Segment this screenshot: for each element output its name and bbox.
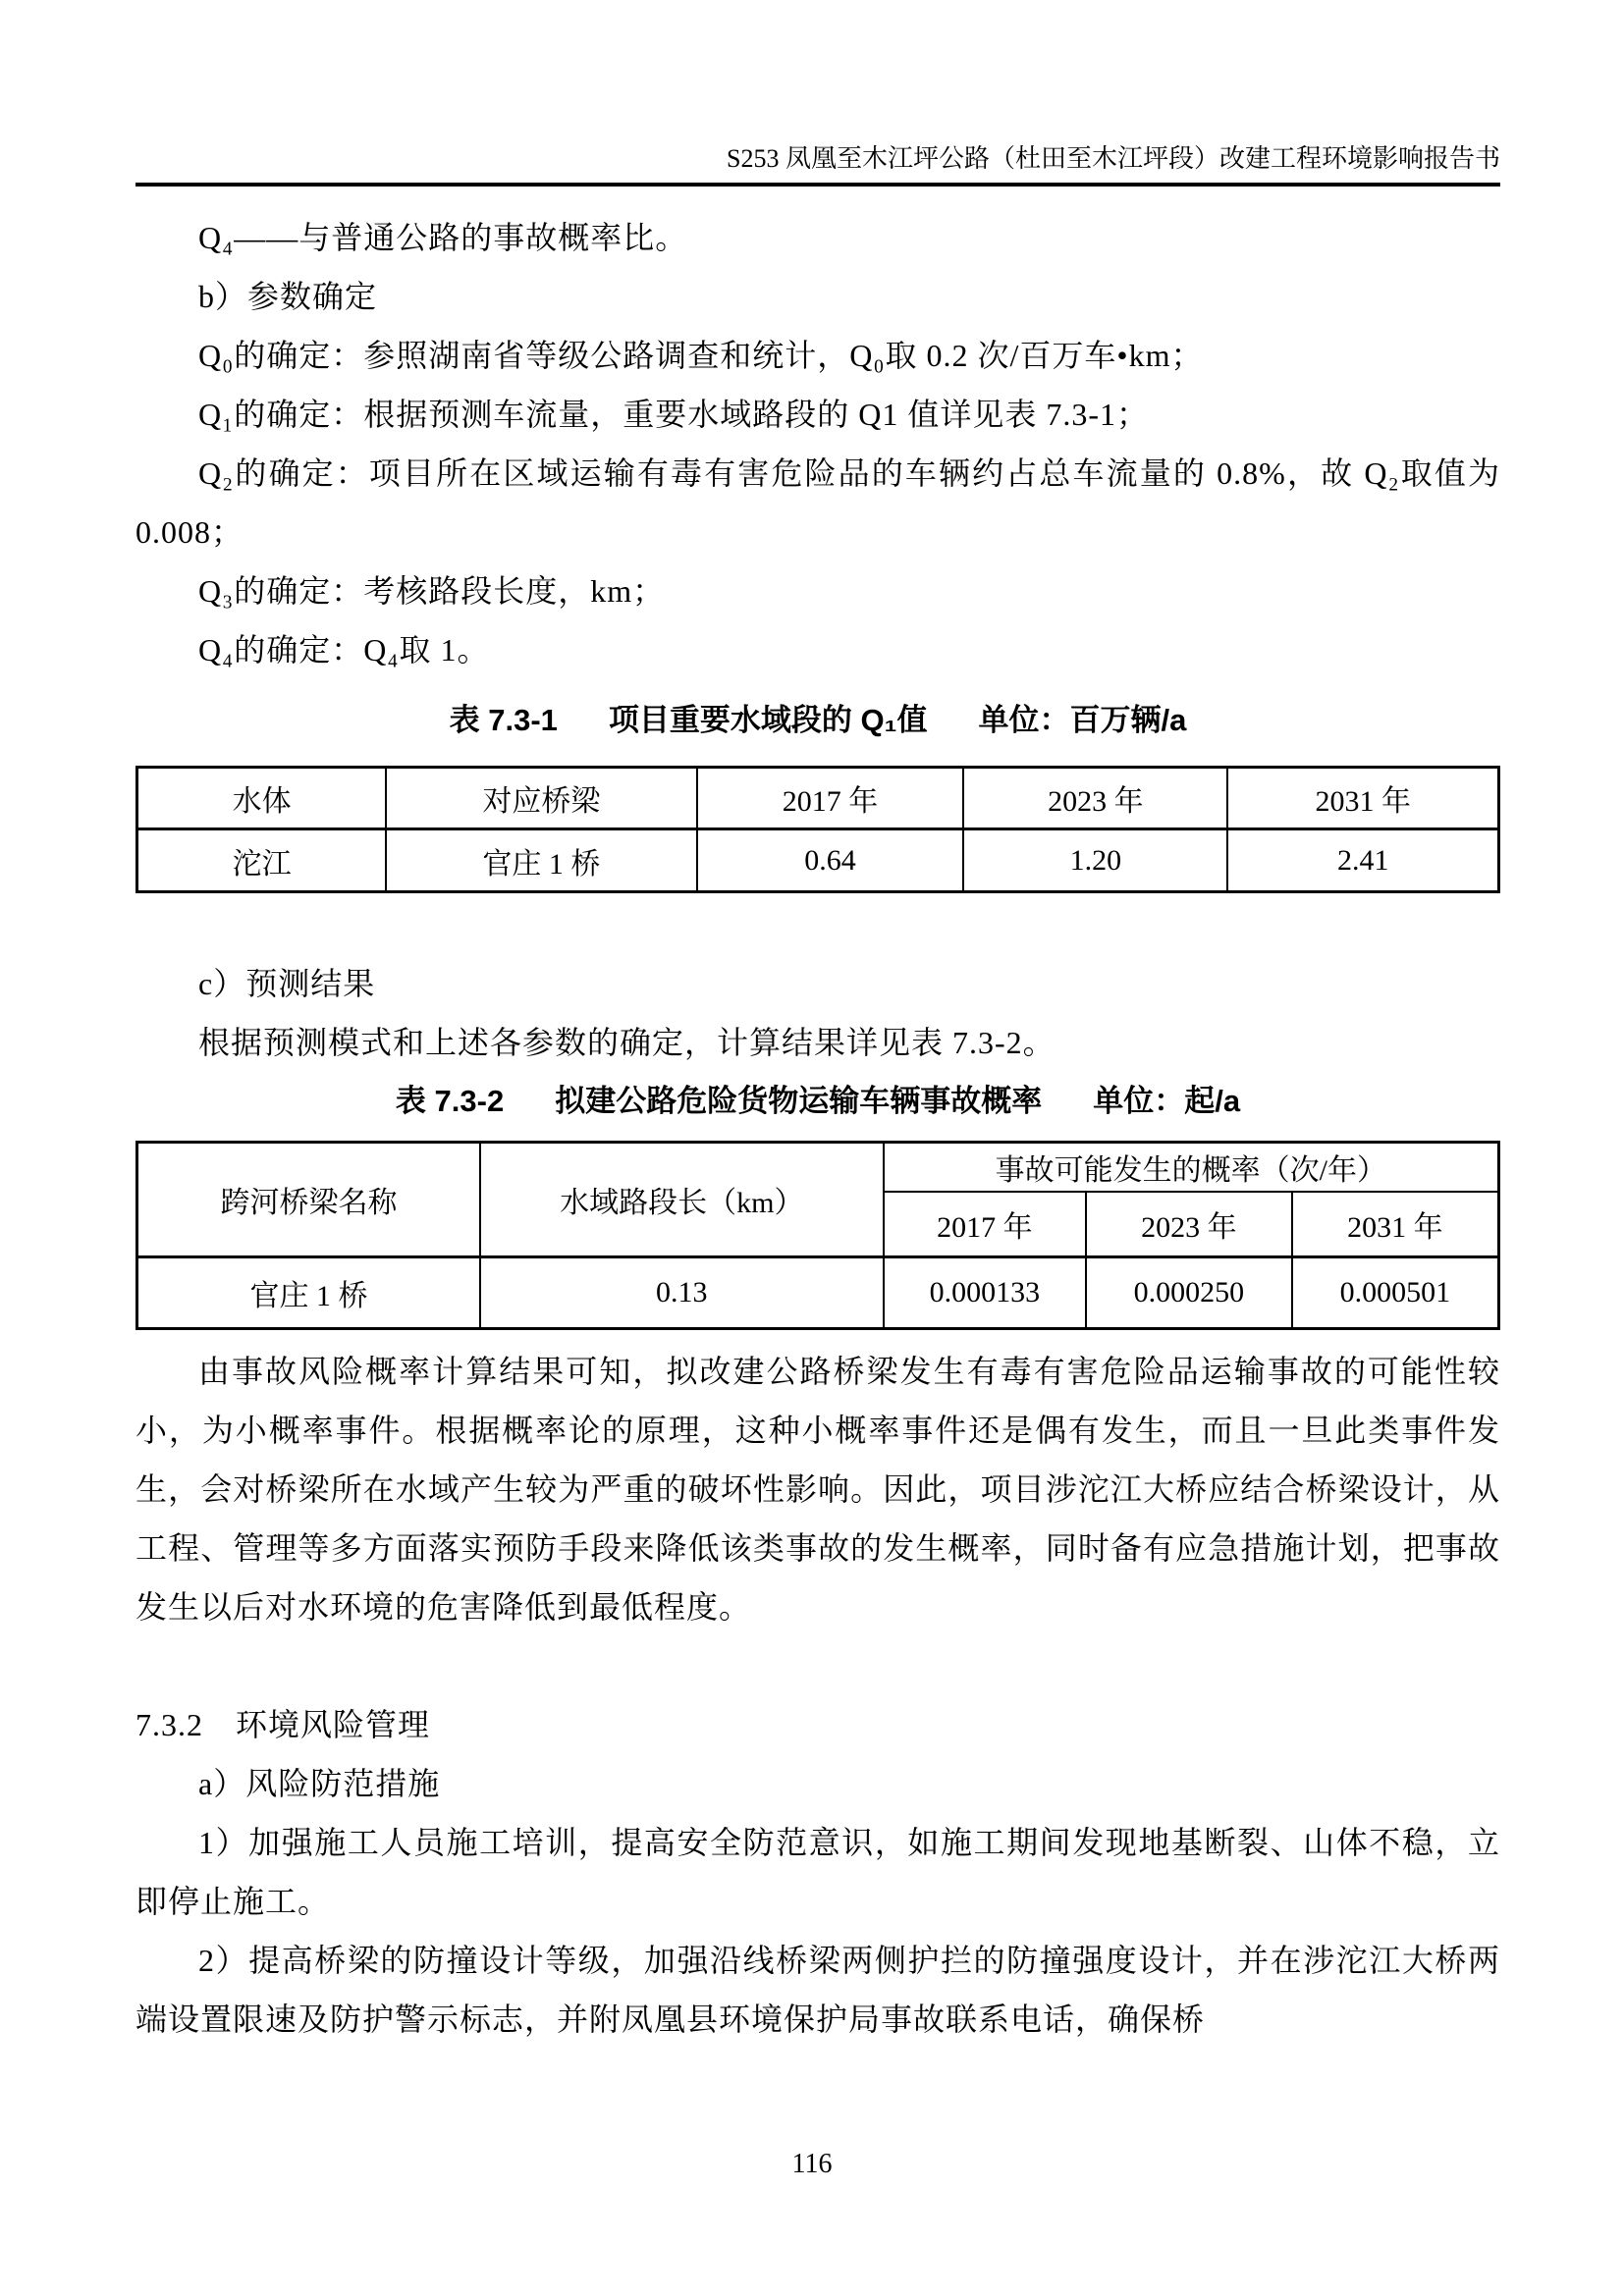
table-header-cell-bridge-name: 跨河桥梁名称 xyxy=(137,1143,481,1257)
table-header-cell: 2031 年 xyxy=(1292,1192,1499,1257)
page-footer xyxy=(0,2148,1624,2181)
table-732-caption-label: 表 7.3-2 xyxy=(395,1084,505,1118)
table-732-caption-title: 拟建公路危险货物运输车辆事故概率 xyxy=(555,1084,1043,1118)
paragraph-measure-2: 2）提高桥梁的防撞设计等级，加强沿线桥梁两侧护拦的防撞强度设计，并在涉沱江大桥两端设置限速及防护警示标志，并附凤凰县环境保护局事故联系电话，确保桥 xyxy=(135,1943,1500,2037)
table-731-caption-unit: 单位：百万辆/a xyxy=(978,703,1187,737)
paragraph-q3-determination: Q₃的确定：考核路段长度，km； xyxy=(198,573,666,609)
table-data-cell: 0.13 xyxy=(480,1257,884,1329)
table-data-cell: 0.64 xyxy=(697,829,964,892)
table-data-cell: 0.000133 xyxy=(884,1257,1087,1329)
paragraph-q2-determination: Q₂的确定：项目所在区域运输有毒有害危险品的车辆约占总车流量的 0.8%，故 Q₂取值为 0.008； xyxy=(135,455,1500,550)
table-731 xyxy=(135,766,1500,893)
heading-section-732: 7.3.2 环境风险管理 xyxy=(135,1707,431,1742)
table-731-data-row xyxy=(137,829,1499,892)
heading-b-parameters: b）参数确定 xyxy=(198,279,378,314)
table-data-cell: 官庄 1 桥 xyxy=(137,1257,481,1329)
table-data-cell: 2.41 xyxy=(1227,829,1498,892)
table-731-header-row xyxy=(137,768,1499,829)
table-data-cell: 0.000250 xyxy=(1086,1257,1291,1329)
table-header-cell-probability-group: 事故可能发生的概率（次/年） xyxy=(884,1143,1499,1193)
page-number: 116 xyxy=(791,2149,833,2179)
table-731-caption-title: 项目重要水域段的 Q₁值 xyxy=(608,703,928,737)
table-header-cell: 2017 年 xyxy=(884,1192,1087,1257)
table-header-cell: 2023 年 xyxy=(1086,1192,1291,1257)
table-732 xyxy=(135,1141,1500,1330)
paragraph-measure-1: 1）加强施工人员施工培训，提高安全防范意识，如施工期间发现地基断裂、山体不稳，立即停止施工。 xyxy=(135,1825,1500,1919)
heading-c-prediction-results: c）预测结果 xyxy=(198,966,376,1001)
paragraph-q4-determination: Q₄的确定：Q₄取 1。 xyxy=(198,632,490,667)
table-header-cell: 2031 年 xyxy=(1227,768,1498,829)
paragraph-q0-determination: Q₀的确定：参照湖南省等级公路调查和统计，Q₀取 0.2 次/百万车•km； xyxy=(198,338,1204,373)
table-data-cell: 0.000501 xyxy=(1292,1257,1499,1329)
table-header-cell-segment-length: 水域路段长（km） xyxy=(480,1143,884,1257)
page-content xyxy=(135,208,1500,2049)
table-731-caption-label: 表 7.3-1 xyxy=(449,703,558,737)
paragraph-q4-ratio: Q₄——与普通公路的事故概率比。 xyxy=(198,220,688,255)
table-732-caption-unit: 单位：起/a xyxy=(1093,1084,1241,1118)
table-732-data-row xyxy=(137,1257,1499,1329)
table-header-cell: 2023 年 xyxy=(963,768,1227,829)
page-header xyxy=(135,143,1500,187)
heading-a-prevention-measures: a）风险防范措施 xyxy=(198,1766,441,1801)
paragraph-c-intro: 根据预测模式和上述各参数的确定，计算结果详见表 7.3-2。 xyxy=(198,1025,1056,1060)
table-data-cell: 沱江 xyxy=(137,829,387,892)
paragraph-q1-determination: Q₁的确定：根据预测车流量，重要水域路段的 Q1 值详见表 7.3-1； xyxy=(198,397,1150,432)
paragraph-risk-discussion: 由事故风险概率计算结果可知，拟改建公路桥梁发生有毒有害危险品运输事故的可能性较小，为小概率事件。根据概率论的原理，这种小概率事件还是偶有发生，而且一旦此类事件发生，会对桥梁所在水域产生较为严重的破坏性影响。因此，项目涉沱江大桥应结合桥梁设计，从工程、管理等多方面落实预防手段来降低该类事故的发生概率，同时备有应急措施计划，把事故发生以后对水环境的危害降低到最低程度。 xyxy=(135,1354,1500,1625)
table-732-group-header-row xyxy=(137,1143,1499,1193)
table-data-cell: 官庄 1 桥 xyxy=(386,829,696,892)
table-header-cell: 水体 xyxy=(137,768,387,829)
table-731-caption xyxy=(135,691,1500,750)
table-data-cell: 1.20 xyxy=(963,829,1227,892)
table-header-cell: 对应桥梁 xyxy=(386,768,696,829)
header-title: S253 凤凰至木江坪公路（杜田至木江坪段）改建工程环境影响报告书 xyxy=(727,144,1500,173)
table-732-caption xyxy=(135,1072,1500,1131)
table-header-cell: 2017 年 xyxy=(697,768,964,829)
